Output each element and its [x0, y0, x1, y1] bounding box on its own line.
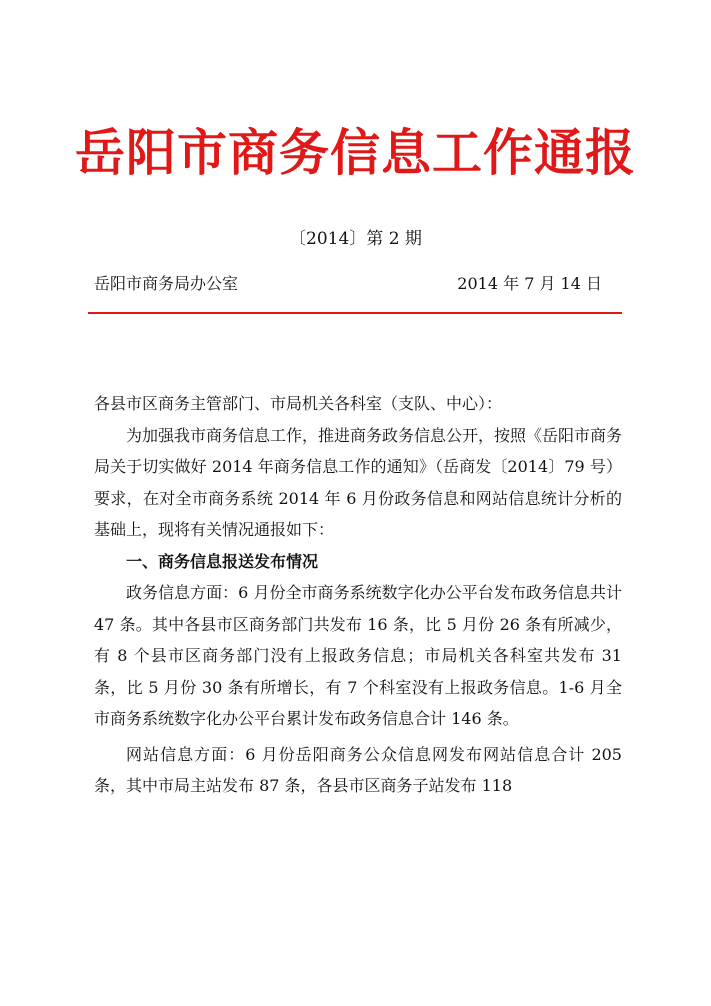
issuer-date-row	[94, 270, 614, 298]
issuer-name: 岳阳市商务局办公室	[94, 274, 239, 293]
salutation: 各县市区商务主管部门、市局机关各科室（支队、中心）：	[94, 394, 503, 413]
masthead-title: 岳阳市商务信息工作通报	[75, 123, 636, 182]
government-info-paragraph: 政务信息方面：6 月份全市商务系统数字化办公平台发布政务信息共计 47 条。其中各县市区商务部门共发布 16 条，比 5 月份 26 条有所减少，有 8 个县市区商务部门没有上报政务信息；市局机关各科室共发布 31 条，比 5 月份 30 条有所增长，有 7 个科室没有上报政务信息。1-6 月全市商务系统数字化办公平台累计发布政务信息合计 146 条。	[94, 583, 622, 728]
section-heading-1: 一、商务信息报送发布情况	[126, 551, 319, 571]
header-divider-line	[88, 312, 622, 314]
intro-paragraph: 为加强我市商务信息工作，推进商务政务信息公开，按照《岳阳市商务局关于切实做好 2014 年商务信息工作的通知》（岳商发〔2014〕79 号）要求，在对全市商务系统 2014 年 6 月份政务信息和网站信息统计分析的基础上，现将有关情况通报如下：	[94, 425, 623, 539]
issue-date: 2014 年 7 月 14 日	[457, 274, 602, 293]
website-info-paragraph: 网站信息方面：6 月份岳阳商务公众信息网发布网站信息合计 205 条，其中市局主站发布 87 条，各县市区商务子站发布 118	[94, 744, 622, 795]
issue-number: 〔2014〕第 2 期	[289, 229, 422, 249]
notice-body	[94, 388, 622, 802]
